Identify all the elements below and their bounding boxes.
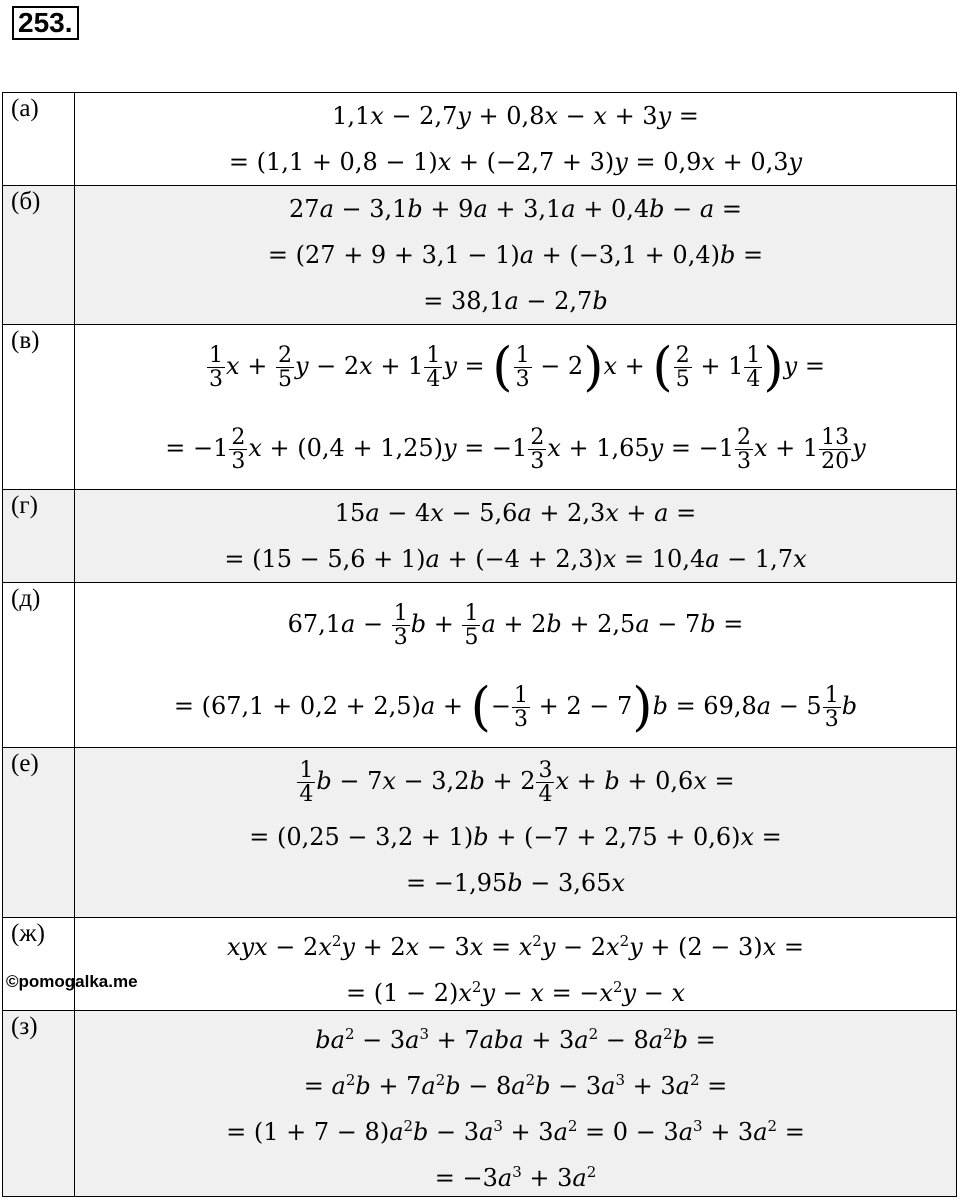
item-label: (а) — [3, 93, 75, 186]
item-math — [75, 186, 957, 325]
item-math — [75, 1011, 957, 1197]
math-line: 67,1a − $\frac{1}{3}$ b + $\frac{1}{5}$ a + 2b + 2,5a − 7b = — [287, 600, 744, 650]
table-row — [3, 1011, 957, 1197]
math-line: = −1,95b − 3,65x — [405, 869, 626, 897]
math-line: = $a^2b + 7a^2b - 8a^2b - 3a^3 + 3a^2$ = — [303, 1071, 728, 1100]
table-row — [3, 918, 957, 1011]
math-line: = $(1 - 2)x^2y - x = -x^2y - x$ — [345, 978, 685, 1007]
item-label: (з) — [3, 1011, 75, 1197]
math-line: = 38,1a − 2,7b — [423, 287, 608, 315]
math-line: $\frac{1}{4}$ b − 7x − 3,2b + 2 $\frac{3}{4}$ x + b + 0,6x = — [299, 757, 735, 807]
table-row — [3, 325, 957, 490]
item-label: (в) — [3, 325, 75, 490]
math-line: = (15 − 5,6 + 1)a + (−4 + 2,3)x = 10,4a − 1,7x — [224, 545, 807, 573]
table-row — [3, 186, 957, 325]
item-math — [75, 918, 957, 1011]
math-line: $ba^2 - 3a^3 + 7aba + 3a^2 - 8a^2b$ = — [315, 1025, 716, 1054]
math-line: 1,1x − 2,7y + 0,8x − x + 3y = — [332, 102, 699, 130]
item-label: (г) — [3, 490, 75, 583]
item-math — [75, 490, 957, 583]
math-line: = (1,1 + 0,8 − 1)x + (−2,7 + 3)y = 0,9x + 0,3y — [228, 148, 803, 176]
math-line: = (67,1 + 0,2 + 2,5)a + (− $\frac{1}{3}$ + 2 − 7)b = 69,8a − 5 $\frac{1}{3}$ b — [173, 677, 858, 738]
table-row — [3, 490, 957, 583]
item-math — [75, 748, 957, 918]
item-label: (ж) — [3, 918, 75, 1011]
watermark: ©pomogalka.me — [6, 972, 138, 991]
math-line: 15a − 4x − 5,6a + 2,3x + a = — [334, 499, 697, 527]
table-row — [3, 93, 957, 186]
item-label: (е) — [3, 748, 75, 918]
item-math — [75, 93, 957, 186]
math-line: = $-3a^3 + 3a^2$ — [434, 1163, 597, 1192]
table-row — [3, 583, 957, 748]
math-line: = (0,25 − 3,2 + 1)b + (−7 + 2,75 + 0,6)x = — [249, 823, 782, 851]
math-line: xyx − $2x^2y + 2x - 3x = x^2y - 2x^2y + (2 - 3)x$ = — [227, 932, 804, 961]
math-line: 27a − 3,1b + 9a + 3,1a + 0,4b − a = — [289, 195, 742, 223]
item-label: (д) — [3, 583, 75, 748]
solution-table — [2, 92, 957, 1197]
item-math — [75, 583, 957, 748]
problem-number: 253. — [12, 6, 79, 40]
table-row — [3, 748, 957, 918]
item-math — [75, 325, 957, 490]
item-label: (б) — [3, 186, 75, 325]
math-line: = (27 + 9 + 3,1 − 1)a + (−3,1 + 0,4)b = — [267, 241, 764, 269]
math-line: = $(1 + 7 - 8)a^2b - 3a^3 + 3a^2 = 0 - 3a^3 + 3a^2$ = — [226, 1117, 805, 1146]
math-line: $\frac{1}{3}$ x + $\frac{2}{5}$ y − 2x + 1 $\frac{1}{4}$ y = ( $\frac{1}{3}$ − 2)x + ( $\frac{2}{5}$ + 1 $\frac{1}{4}$ )y = — [209, 337, 825, 398]
math-line: = −1 $\frac{2}{3}$ x + (0,4 + 1,25)y = −1 $\frac{2}{3}$ x + 1,65y = −1 $\frac{2}{3}$ x + 1 $\frac{13}{20}$ y — [165, 424, 866, 474]
